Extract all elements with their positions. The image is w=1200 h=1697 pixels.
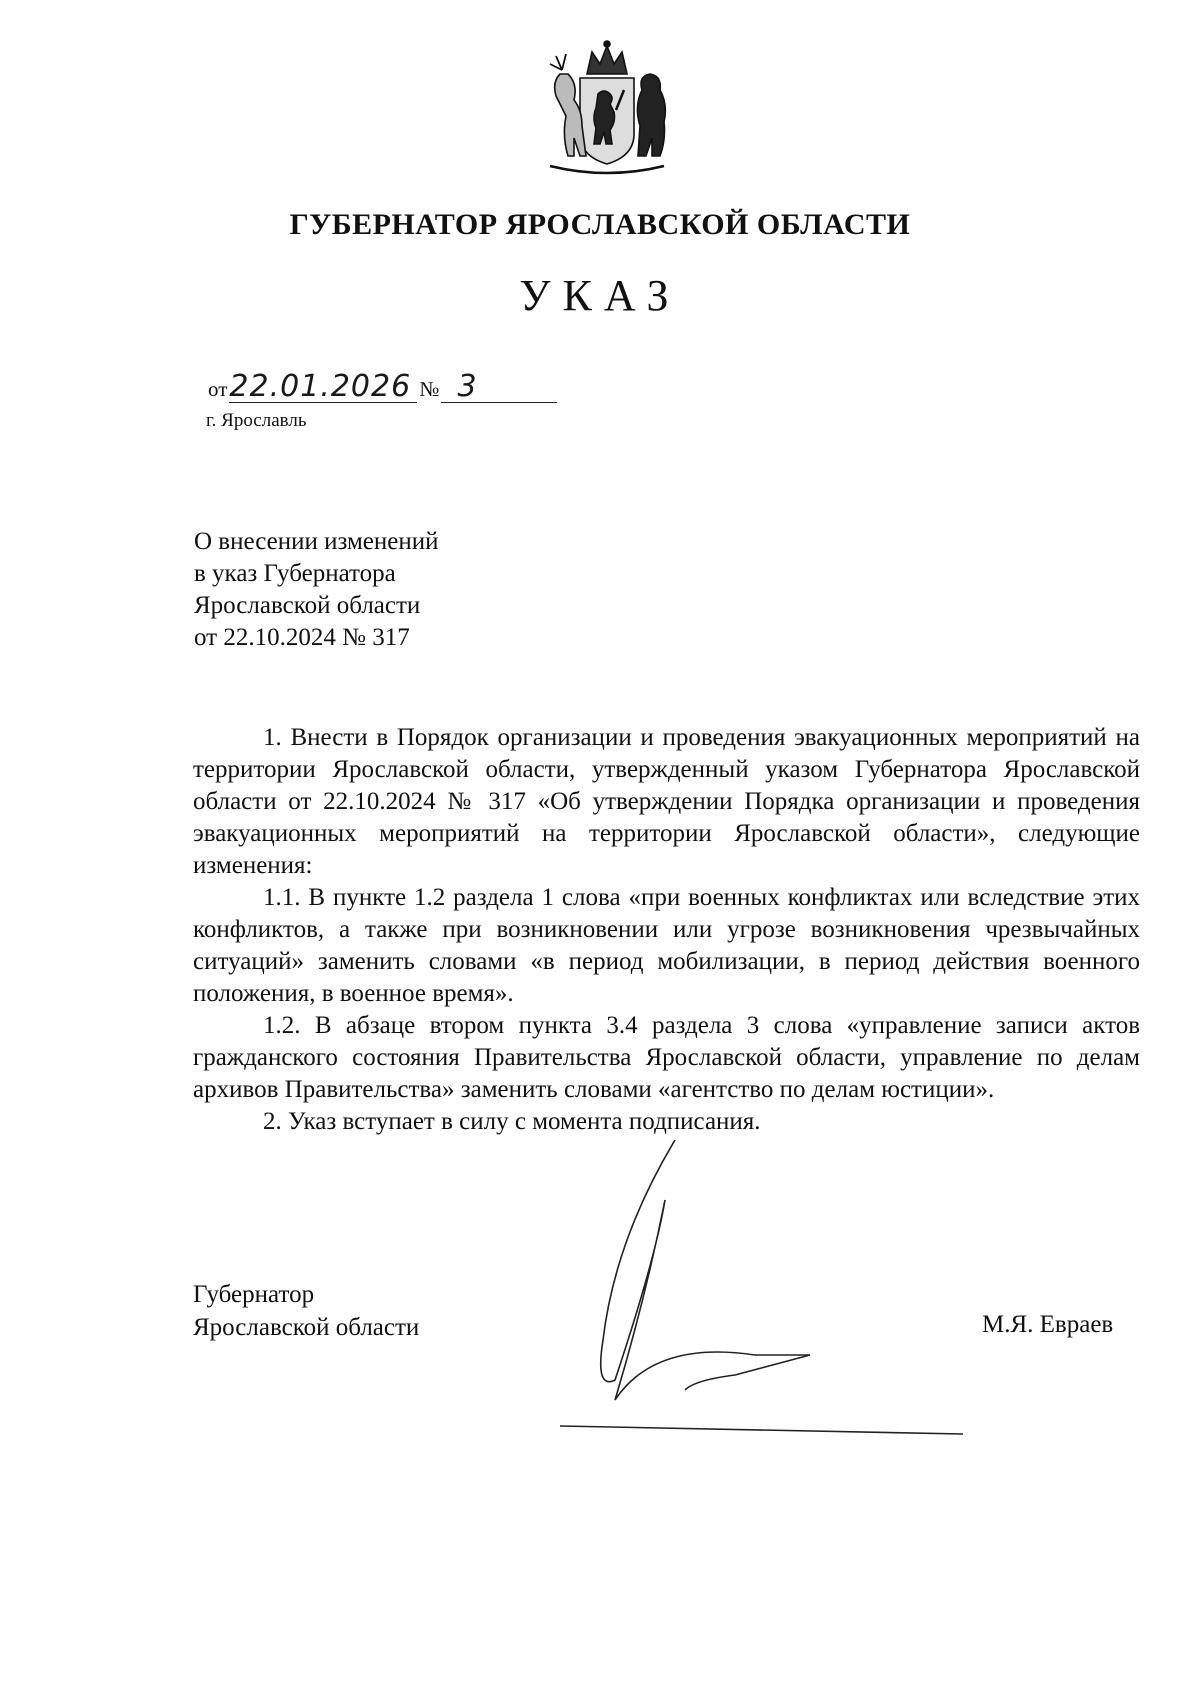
body-paragraph: 1.2. В абзаце втором пункта 3.4 раздела 3 слова «управление записи актов гражданского состояния Правительства Ярославской области, управление по делам архивов Правительства» заменить словами «агентство по делам юстиции». <box>193 1012 1140 1103</box>
issuing-authority: ГУБЕРНАТОР ЯРОСЛАВСКОЙ ОБЛАСТИ <box>289 208 911 241</box>
document-subject <box>194 526 439 654</box>
subject-line: в указ Губернатора <box>194 560 396 587</box>
document-date: 22.01.2026 <box>229 372 417 403</box>
body-paragraph: 2. Указ вступает в силу с момента подписания. <box>263 1108 761 1135</box>
date-prefix: от <box>208 377 228 401</box>
number-label: № <box>419 377 440 401</box>
body-paragraph: 1.1. В пункте 1.2 раздела 1 слова «при военных конфликтах или вследствие этих конфликтов, а также при возникновении или угрозе возникновения чрезвычайных ситуаций» заменить словами «в период мобилизации, в период действия военного положения, в военное время». <box>193 884 1140 1007</box>
signatory-title <box>193 1278 419 1344</box>
document-type: УКАЗ <box>519 271 681 320</box>
document-date-number <box>206 369 557 404</box>
document-number: 3 <box>441 372 557 403</box>
signatory-title-line: Губернатор <box>193 1281 315 1308</box>
body-paragraph: 1. Внести в Порядок организации и проведения эвакуационных мероприятий на территории Ярославской области, утвержденный указом Губернатора Ярославской области от 22.10.2024 № 317 «Об утверждении Порядка организации и проведения эвакуационных мероприятий на территории Ярославской области», следующие изменения: <box>193 724 1140 879</box>
subject-line: О внесении изменений <box>194 528 439 555</box>
document-city: г. Ярославль <box>206 410 307 431</box>
coat-of-arms-icon <box>532 34 682 184</box>
subject-line: от 22.10.2024 № 317 <box>194 624 410 651</box>
subject-line: Ярославской области <box>194 592 421 619</box>
signatory-title-line: Ярославской области <box>193 1314 420 1341</box>
signatory-name: М.Я. Евраев <box>982 1311 1114 1338</box>
document-body <box>193 722 1140 1138</box>
handwritten-signature-icon <box>555 1140 975 1440</box>
